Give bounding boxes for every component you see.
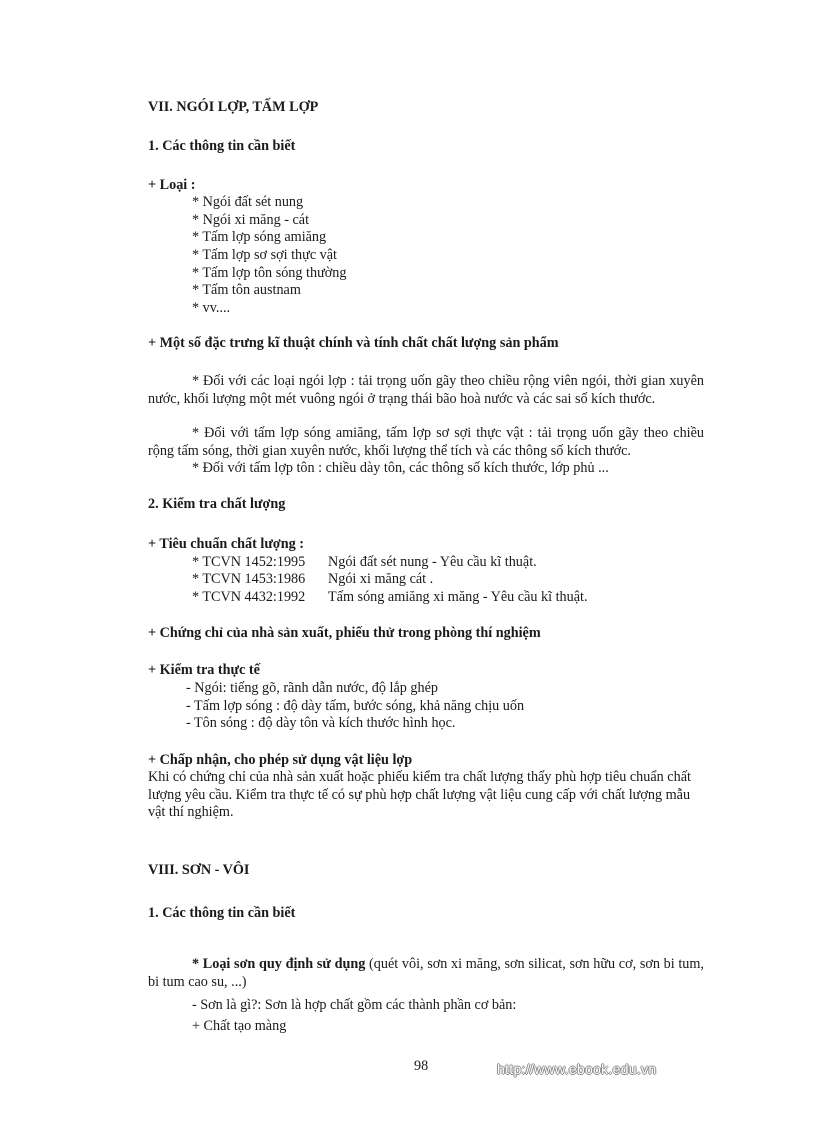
technical-paragraph-sheets: * Đối với tấm lợp sóng amiăng, tấm lợp sơ sợi thực vật : tải trọng uốn gãy theo chiều rộng tấm sóng, thời gian xuyên nước, khối lượng thể tích và các thông số kích thước. bbox=[148, 425, 704, 459]
standard-code: * TCVN 4432:1992 bbox=[192, 589, 306, 605]
technical-paragraph-metal: * Đối với tấm lợp tôn : chiều dày tôn, các thông số kích thước, lớp phủ ... bbox=[192, 460, 609, 476]
type-item: * vv.... bbox=[192, 300, 231, 316]
type-item: * Ngói đất sét nung bbox=[192, 194, 304, 210]
type-item: * Tấm lợp tôn sóng thường bbox=[192, 265, 347, 281]
section-7-title: VII. NGÓI LỢP, TẤM LỢP bbox=[148, 99, 319, 115]
paint-types-bold: * Loại sơn quy định sử dụng bbox=[192, 956, 366, 972]
section-8-heading-1: 1. Các thông tin cần biết bbox=[148, 905, 296, 921]
section-7-heading-2: 2. Kiểm tra chất lượng bbox=[148, 496, 286, 512]
acceptance-heading: + Chấp nhận, cho phép sử dụng vật liệu lợp bbox=[148, 752, 413, 768]
paint-types-paragraph bbox=[148, 955, 704, 991]
acceptance-paragraph: Khi có chứng chỉ của nhà sản xuất hoặc phiếu kiểm tra chất lượng thấy phù hợp tiêu chuẩn chất lượng yêu cầu. Kiểm tra thực tế có sự phù hợp chất lượng vật liệu cung cấp với chất lượng mẫu vật thí nghiệm. bbox=[148, 769, 691, 820]
type-item: * Tấm tôn austnam bbox=[192, 282, 301, 298]
standard-description: Ngói đất sét nung - Yêu cầu kĩ thuật. bbox=[328, 554, 537, 570]
standard-description: Ngói xi măng cát . bbox=[328, 571, 434, 587]
watermark: http://www.ebook.edu.vn bbox=[497, 1061, 657, 1077]
certificate-heading: + Chứng chỉ của nhà sản xuất, phiếu thử trong phòng thí nghiệm bbox=[148, 625, 541, 641]
paint-definition: - Sơn là gì?: Sơn là hợp chất gồm các thành phần cơ bản: bbox=[192, 997, 517, 1013]
standard-description: Tấm sóng amiăng xi măng - Yêu cầu kĩ thuật. bbox=[328, 589, 588, 605]
type-item: * Tấm lợp sóng amiăng bbox=[192, 229, 327, 245]
section-8-title: VIII. SƠN - VÔI bbox=[148, 862, 250, 878]
field-check-item: - Ngói: tiếng gõ, rãnh dẫn nước, độ lắp ghép bbox=[186, 680, 438, 696]
standard-code: * TCVN 1452:1995 bbox=[192, 554, 306, 570]
field-check-item: - Tấm lợp sóng : độ dày tấm, bước sóng, khả năng chịu uốn bbox=[186, 698, 525, 714]
standard-code: * TCVN 1453:1986 bbox=[192, 571, 306, 587]
types-label: + Loại : bbox=[148, 177, 196, 193]
technical-heading: + Một số đặc trưng kĩ thuật chính và tính chất chất lượng sản phẩm bbox=[148, 335, 559, 351]
field-check-item: - Tôn sóng : độ dày tôn và kích thước hình học. bbox=[186, 715, 456, 731]
section-7-heading-1: 1. Các thông tin cần biết bbox=[148, 138, 296, 154]
standards-label: + Tiêu chuẩn chất lượng : bbox=[148, 536, 304, 552]
paint-types-text: (quét vôi, sơn xi măng, sơn silicat, sơn hữu cơ, sơn bi tum, bi tum cao su, ...) bbox=[148, 956, 704, 990]
type-item: * Ngói xi măng - cát bbox=[192, 212, 310, 228]
film-former-item: + Chất tạo màng bbox=[192, 1018, 287, 1034]
field-check-label: + Kiểm tra thực tế bbox=[148, 662, 260, 678]
type-item: * Tấm lợp sơ sợi thực vật bbox=[192, 247, 337, 263]
technical-paragraph-tiles: * Đối với các loại ngói lợp : tải trọng uốn gãy theo chiều rộng viên ngói, thời gian xuyên nước, khối lượng một mét vuông ngói ở trạng thái bão hoà nước và các sai số kích thước. bbox=[148, 373, 704, 407]
page-number: 98 bbox=[414, 1058, 429, 1074]
